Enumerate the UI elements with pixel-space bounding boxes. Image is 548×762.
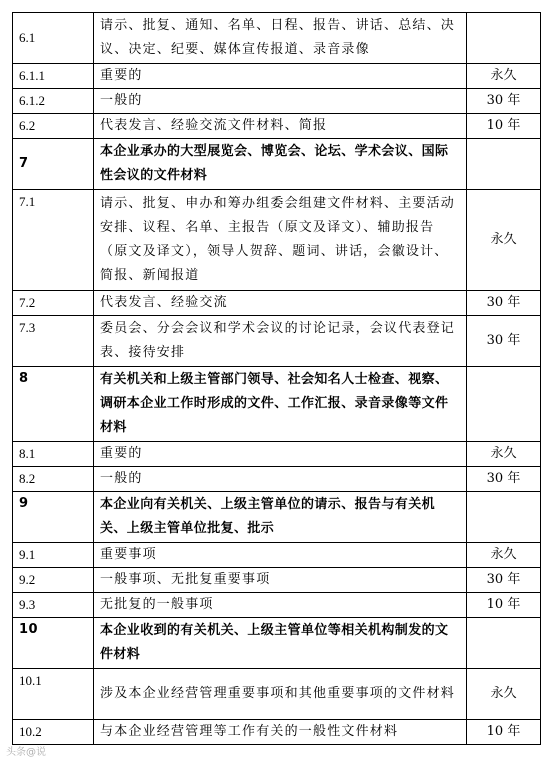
table-row-section: [13, 492, 541, 543]
item-description: 一般的: [94, 89, 467, 114]
item-code: 9.3: [13, 593, 94, 618]
section-code: 10: [13, 618, 94, 669]
item-code: 7.3: [13, 316, 94, 367]
section-title: 有关机关和上级主管部门领导、社会知名人士检查、视察、调研本企业工作时形成的文件、工作汇报、录音录像等文件材料: [94, 367, 467, 442]
item-description: 请示、批复、申办和筹办组委会组建文件材料、主要活动安排、议程、名单、主报告（原文及译文）、辅助报告（原文及译文），领导人贺辞、题词、讲话，会徽设计、简报、新闻报道: [94, 190, 467, 291]
item-description: 委员会、分会会议和学术会议的讨论记录，会议代表登记表、接待安排: [94, 316, 467, 367]
item-code: 8.2: [13, 467, 94, 492]
retention-term: 永久: [467, 543, 541, 568]
item-code: 6.1.1: [13, 64, 94, 89]
retention-term: [467, 367, 541, 442]
table-row-section: [13, 367, 541, 442]
retention-term: [467, 492, 541, 543]
item-code: 9.2: [13, 568, 94, 593]
table-row: [13, 13, 541, 64]
table-row: [13, 316, 541, 367]
table-row: [13, 64, 541, 89]
item-description: 请示、批复、通知、名单、日程、报告、讲话、总结、决议、决定、纪要、媒体宣传报道、录音录像: [94, 13, 467, 64]
item-description: 一般事项、无批复重要事项: [94, 568, 467, 593]
retention-term: 30 年: [467, 568, 541, 593]
watermark: 头条@说: [6, 747, 46, 758]
retention-term: 永久: [467, 669, 541, 720]
retention-schedule-table: [12, 12, 541, 745]
retention-term: 永久: [467, 64, 541, 89]
section-title: 本企业向有关机关、上级主管单位的请示、报告与有关机关、上级主管单位批复、批示: [94, 492, 467, 543]
table-row: [13, 720, 541, 745]
item-description: 与本企业经营管理等工作有关的一般性文件材料: [94, 720, 467, 745]
table-row: [13, 593, 541, 618]
table-row: [13, 291, 541, 316]
section-code: 9: [13, 492, 94, 543]
item-code: 6.2: [13, 114, 94, 139]
table-row: [13, 114, 541, 139]
section-code: 8: [13, 367, 94, 442]
item-description: 重要的: [94, 64, 467, 89]
item-code: 7.2: [13, 291, 94, 316]
item-code: 7.1: [13, 190, 94, 291]
retention-term: 10 年: [467, 114, 541, 139]
table-row: [13, 442, 541, 467]
item-code: 10.1: [13, 669, 94, 720]
section-title: 本企业收到的有关机关、上级主管单位等相关机构制发的文件材料: [94, 618, 467, 669]
table-row: [13, 190, 541, 291]
item-description: 重要事项: [94, 543, 467, 568]
retention-term: 30 年: [467, 291, 541, 316]
table-row: [13, 568, 541, 593]
retention-term: 10 年: [467, 593, 541, 618]
item-code: 9.1: [13, 543, 94, 568]
table-row-section: [13, 618, 541, 669]
item-description: 代表发言、经验交流文件材料、简报: [94, 114, 467, 139]
retention-term: 30 年: [467, 467, 541, 492]
retention-term: 30 年: [467, 89, 541, 114]
section-code: 7: [13, 139, 94, 190]
retention-term: 10 年: [467, 720, 541, 745]
retention-term: 永久: [467, 442, 541, 467]
item-description: 无批复的一般事项: [94, 593, 467, 618]
table-row: [13, 669, 541, 720]
retention-term: [467, 139, 541, 190]
retention-term: 30 年: [467, 316, 541, 367]
section-title: 本企业承办的大型展览会、博览会、论坛、学术会议、国际性会议的文件材料: [94, 139, 467, 190]
table-row: [13, 543, 541, 568]
retention-term: [467, 618, 541, 669]
item-description: 重要的: [94, 442, 467, 467]
item-description: 代表发言、经验交流: [94, 291, 467, 316]
item-description: 涉及本企业经营管理重要事项和其他重要事项的文件材料: [94, 669, 467, 720]
item-code: 6.1.2: [13, 89, 94, 114]
retention-term: [467, 13, 541, 64]
table-row: [13, 89, 541, 114]
item-description: 一般的: [94, 467, 467, 492]
item-code: 10.2: [13, 720, 94, 745]
item-code: 6.1: [13, 13, 94, 64]
table-row: [13, 467, 541, 492]
retention-term: 永久: [467, 190, 541, 291]
table-row-section: [13, 139, 541, 190]
item-code: 8.1: [13, 442, 94, 467]
